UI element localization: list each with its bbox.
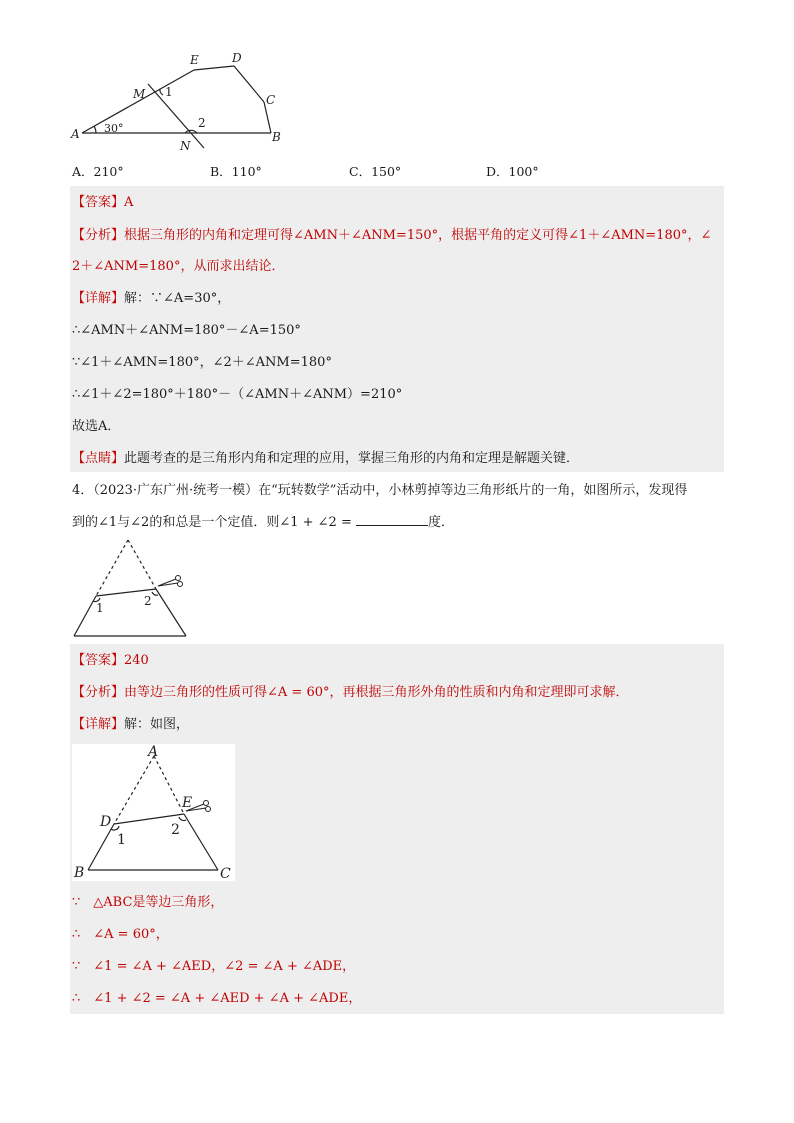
q3-detail-tag: 【详解】	[72, 291, 125, 306]
q4-question-line2	[72, 513, 454, 532]
q3-comment-tag: 【点睛】	[72, 451, 125, 466]
q4-answer-line	[72, 652, 149, 670]
scissors-icon	[158, 576, 183, 587]
figure-labeled-triangle-svg	[72, 744, 235, 881]
q4-detail-line	[72, 716, 189, 734]
q3-detail-line2: ∴∠AMN＋∠ANM=180°－∠A=150°	[72, 323, 301, 338]
q3-detail-text1: 解：∵∠A=30°，	[124, 291, 231, 306]
q3-detail-line5: 故选A．	[72, 419, 121, 434]
label-c: C	[266, 93, 276, 107]
label-angle-1: 1	[96, 601, 104, 615]
q4-question-text: 到的∠1与∠2的和总是一个定值．则∠1 + ∠2 =	[72, 515, 356, 530]
q4-answer-value: 240	[124, 653, 149, 668]
option-c: C．150°	[349, 164, 402, 179]
label-b: B	[74, 865, 85, 881]
label-c: C	[220, 866, 231, 881]
q4-analysis-text: 由等边三角形的性质可得∠A = 60°，再根据三角形外角的性质和内角和定理即可求解．	[124, 685, 629, 700]
q3-comment-line	[72, 450, 579, 468]
label-angle-1: 1	[165, 85, 173, 99]
q4-question-line1: 4．（2023·广东广州·统考一模）在“玩转数学”活动中，小林剪掉等边三角形纸片的一角，如图所示，发现得	[72, 483, 688, 498]
q3-answer-tag: 【答案】	[72, 195, 125, 210]
label-angle-1: 1	[117, 832, 126, 848]
q4-detail-text: 解：如图，	[124, 717, 190, 732]
label-d: D	[232, 51, 242, 65]
q4-answer-blank	[356, 513, 428, 526]
label-a: A	[71, 127, 80, 141]
figure-cut-triangle	[70, 536, 190, 642]
q3-analysis-line1	[72, 227, 711, 245]
q3-detail-line1	[72, 290, 230, 308]
q3-answer-line	[72, 194, 133, 212]
q4-question-unit: 度．	[427, 515, 454, 530]
angle-2-arc	[179, 817, 186, 821]
option-b: B．110°	[210, 164, 262, 179]
q4-step-4: ∴ ∠1 + ∠2 = ∠A + ∠AED + ∠A + ∠ADE，	[72, 991, 362, 1006]
q3-comment-text: 此题考查的是三角形内角和定理的应用，掌握三角形的内角和定理是解题关键．	[124, 451, 580, 466]
segment-ae	[82, 70, 194, 133]
q3-detail-line3: ∵∠1＋∠AMN=180°，∠2＋∠ANM=180°	[72, 355, 332, 370]
label-e: E	[182, 795, 193, 811]
label-angle-2: 2	[144, 594, 152, 608]
angle-1-arc	[160, 89, 163, 95]
label-e: E	[190, 53, 199, 67]
figure-polygon-mn	[66, 44, 296, 154]
q4-step-1: ∵ △ABC是等边三角形，	[72, 895, 224, 910]
q3-answer-value: A	[124, 195, 134, 210]
label-angle-2: 2	[198, 116, 206, 130]
angle-2-arc	[152, 592, 158, 595]
q4-analysis-tag: 【分析】	[72, 685, 125, 700]
dashed-right-edge	[128, 540, 156, 589]
figure-cut-triangle-svg	[70, 536, 190, 642]
segment-ec	[184, 814, 218, 870]
left-edge	[74, 596, 96, 636]
dashed-ae	[154, 756, 184, 814]
label-d: D	[100, 814, 112, 830]
figure-labeled-triangle	[72, 744, 235, 881]
dashed-left-edge	[96, 540, 128, 596]
q4-step-3: ∵ ∠1 = ∠A + ∠AED，∠2 = ∠A + ∠ADE，	[72, 959, 356, 974]
q4-step-2: ∴ ∠A = 60°，	[72, 927, 169, 942]
q3-analysis-text1: 根据三角形的内角和定理可得∠AMN＋∠ANM=150°，根据平角的定义可得∠1＋∠AMN=180°，∠	[124, 228, 712, 243]
q3-detail-line4: ∴∠1＋∠2=180°＋180°－（∠AMN＋∠ANM）=210°	[72, 387, 403, 402]
q4-detail-tag: 【详解】	[72, 717, 125, 732]
label-a: A	[148, 744, 159, 760]
right-edge	[156, 589, 186, 636]
label-angle-2: 2	[171, 822, 180, 838]
option-a: A．210°	[72, 164, 124, 179]
label-n: N	[180, 139, 191, 153]
q3-analysis-tag: 【分析】	[72, 228, 125, 243]
option-d: D．100°	[486, 164, 539, 179]
dashed-ad	[114, 756, 154, 824]
label-angle-30: 30°	[104, 122, 124, 135]
transversal-mn	[148, 84, 204, 148]
q4-answer-tag: 【答案】	[72, 653, 125, 668]
angle-a-arc	[94, 126, 96, 133]
q3-analysis-line2: 2＋∠ANM=180°，从而求出结论．	[72, 259, 285, 274]
figure-polygon-mn-svg	[66, 44, 296, 154]
segment-dc	[234, 66, 264, 102]
label-m: M	[133, 87, 146, 101]
label-b: B	[272, 130, 281, 144]
segment-ed	[194, 66, 234, 70]
q4-analysis-line	[72, 684, 629, 702]
answer-options	[72, 162, 732, 180]
segment-db	[88, 824, 114, 870]
